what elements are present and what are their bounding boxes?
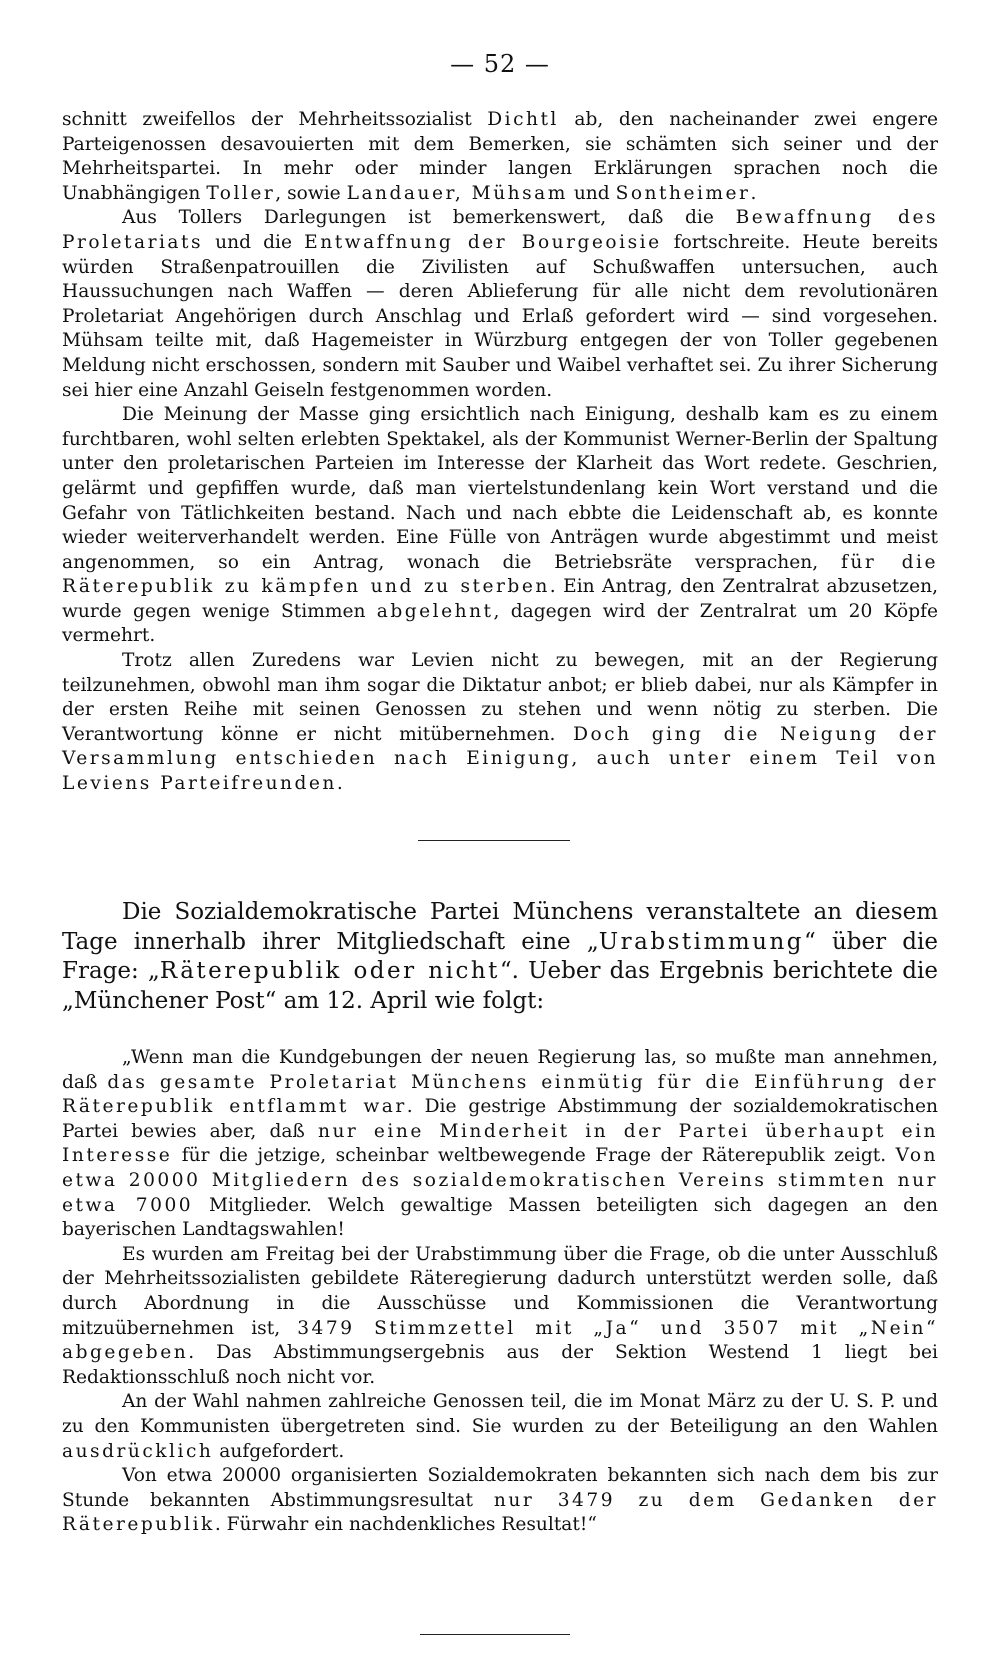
spaced-emphasis: Bewaffnung des Proletariats [62, 207, 938, 253]
spaced-emphasis: Doch ging die Neigung der Versammlung entschieden nach Einigung, auch unter einem Teil von Leviens Parteifreunden. [62, 723, 938, 795]
text-run: , dagegen wird der Zentralrat um 20 Köpfe vermehrt. [62, 600, 938, 647]
spaced-name-sontheimer: Sontheimer [615, 182, 751, 204]
spaced-emphasis: Urabstimmung [598, 928, 804, 955]
quoted-report [62, 1046, 938, 1538]
spaced-emphasis: Räterepublik oder nicht [159, 958, 500, 984]
quote-paragraph-3 [62, 1390, 938, 1464]
text-run: “ über die Frage: „ [62, 928, 938, 984]
closing-divider [420, 1634, 570, 1635]
page-number: — 52 — [450, 50, 550, 78]
paragraph-masse [62, 403, 938, 649]
paragraph-levien [62, 649, 938, 797]
text-run: „Wenn man die Kundgebungen der neuen Regierung las, so mußte man annehmen, daß [62, 1047, 938, 1093]
text-run: schnitt zweifellos der Mehrheitssozialist [62, 109, 488, 130]
spaced-name-toller: Toller [206, 182, 276, 204]
spaced-emphasis: Von etwa 20000 Mitgliedern des sozialdemokratischen Vereins stimmten nur etwa 7000 [62, 1145, 938, 1216]
spaced-names: Landauer, Mühsam [346, 182, 568, 204]
spaced-emphasis: abgelehnt [376, 600, 494, 622]
quote-paragraph-2 [62, 1243, 938, 1391]
text-run: ab, den nacheinander zwei engere Parteigenossen desavouierten mit dem Bemerken, sie schämten sich seiner und der Mehrheitspartei. In mehr oder minder langen Erklärungen sprachen noch die Unabhängigen [62, 109, 938, 204]
spaced-emphasis: Entwaffnung der Bourgeoisie [304, 231, 662, 253]
section-divider [418, 840, 570, 841]
text-run: Die Meinung der Masse ging ersichtlich nach Einigung, deshalb kam es zu einem furchtbaren, wohl selten erlebten Spektakel, als der Kommunist Werner-Berlin der Spaltung unter den proletarischen Parteien im Interesse der Klarheit das Wort redete. Geschrien, gelärmt und gepfiffen wurde, daß man viertelstundenlang kein Wort verstand und die Gefahr von Tätlichkeiten bestand. Nach und nach ebbte die Leidenschaft ab, es konnte wieder weiterverhandelt werden. Eine Fülle von Anträgen wurde abgestimmt und meist angenommen, so ein Antrag, wonach die Betriebsräte versprachen, [62, 404, 938, 573]
quote-paragraph-4 [62, 1464, 938, 1538]
text-run: Die Sozialdemokratische Partei Münchens veranstaltete an diesem Tage innerhalb ihrer Mitgliedschaft eine „ [62, 899, 938, 955]
text-run: Mitglieder. Welch gewaltige Massen beteiligten sich dagegen an den bayerischen Landtagswahlen! [62, 1194, 938, 1241]
text-run: für die jetzige, scheinbar weltbewegende Frage der Räterepublik zeigt. [172, 1145, 896, 1167]
text-run: Von etwa 20000 organisierten Sozialdemokraten bekannten sich nach dem bis zur Stunde bekannten Abstimmungsresultat [62, 1465, 938, 1511]
text-run: . Fürwahr ein nachdenkliches Resultat!“ [214, 1514, 597, 1536]
text-run: Aus Tollers Darlegungen ist bemerkenswert, daß die [122, 207, 736, 229]
text-run: Trotz allen Zuredens war Levien nicht zu bewegen, mit an der Regierung teilzunehmen, obwohl man ihm sogar die Diktatur anbot; er blieb dabei, nur als Kämpfer in der ersten Reihe mit seinen Genossen zu stehen und wenn nötig zu sterben. Die Verantwortung könne er nicht mitübernehmen. [62, 650, 938, 745]
intro-paragraph [62, 898, 938, 1016]
text-run: , sowie [275, 182, 347, 204]
paragraph-speakers [62, 108, 938, 206]
paragraph-toller [62, 206, 938, 403]
text-run: . Das Abstimmungsergebnis aus der Sektion Westend 1 liegt bei Redaktionsschluß noch nicht vor. [62, 1342, 938, 1388]
text-run: . Die gestrige Abstimmung der sozialdemokratischen Partei bewies aber, daß [62, 1096, 938, 1142]
spaced-emphasis: nur eine Minderheit in der Partei überhaupt ein Interesse [62, 1120, 939, 1167]
text-run: Es wurden am Freitag bei der Urabstimmung über die Frage, ob die unter Ausschluß der Mehrheitssozialisten gebildete Räteregierung dadurch unterstützt werden solle, daß durch Abordnung in die Ausschüsse und Kommissionen die Verantwortung mitzuübernehmen ist, [62, 1243, 938, 1339]
text-run: . Ein Antrag, den Zentralrat abzusetzen, wurde gegen wenige Stimmen [62, 576, 938, 622]
text-run: “. Ueber das Ergebnis berichtete die „Münchener Post“ am 12. April wie folgt: [62, 958, 938, 1014]
text-run: aufgefordert. [213, 1440, 345, 1462]
spaced-name-dichtl: Dichtl [487, 109, 559, 130]
intro-text [62, 898, 938, 1016]
text-run: fortschreite. Heute bereits würden Straßenpatrouillen die Zivilisten auf Schußwaffen untersuchen, auch Haussuchungen nach Waffen — deren Ablieferung für alle nicht dem revolutionären Proletariat Angehörigen durch Anschlag und Erlaß gefordert wird — sind vorgesehen. Mühsam teilte mit, daß Hagemeister in Würzburg entgegen der von Toller gegebenen Meldung nicht erschossen, sondern mit Sauber und Waibel verhaftet sei. Zu ihrer Sicherung sei hier eine Anzahl Geiseln festgenommen worden. [62, 231, 938, 401]
spaced-emphasis: das gesamte Proletariat Münchens einmütig für die Einführung der Räterepublik entflammt war [62, 1071, 938, 1118]
text-run: und [567, 182, 616, 204]
spaced-emphasis: nur 3479 zu dem Gedanken der Räterepublik [62, 1489, 938, 1536]
spaced-emphasis: ausdrücklich [62, 1440, 214, 1462]
text-run: und die [203, 231, 305, 253]
text-run: . [750, 182, 757, 204]
spaced-emphasis: 3479 Stimmzettel mit „Ja“ und 3507 mit „Nein“ abgegeben [62, 1317, 938, 1364]
spaced-emphasis: für die Räterepublik zu kämpfen und zu sterben [62, 551, 938, 598]
body-text-section [62, 108, 938, 797]
text-run: An der Wahl nahmen zahlreiche Genossen teil, die im Monat März zu der U. S. P. und zu den Kommunisten übergetreten sind. Sie wurden zu der Beteiligung an den Wahlen [62, 1391, 938, 1437]
quote-paragraph-1 [62, 1046, 938, 1243]
